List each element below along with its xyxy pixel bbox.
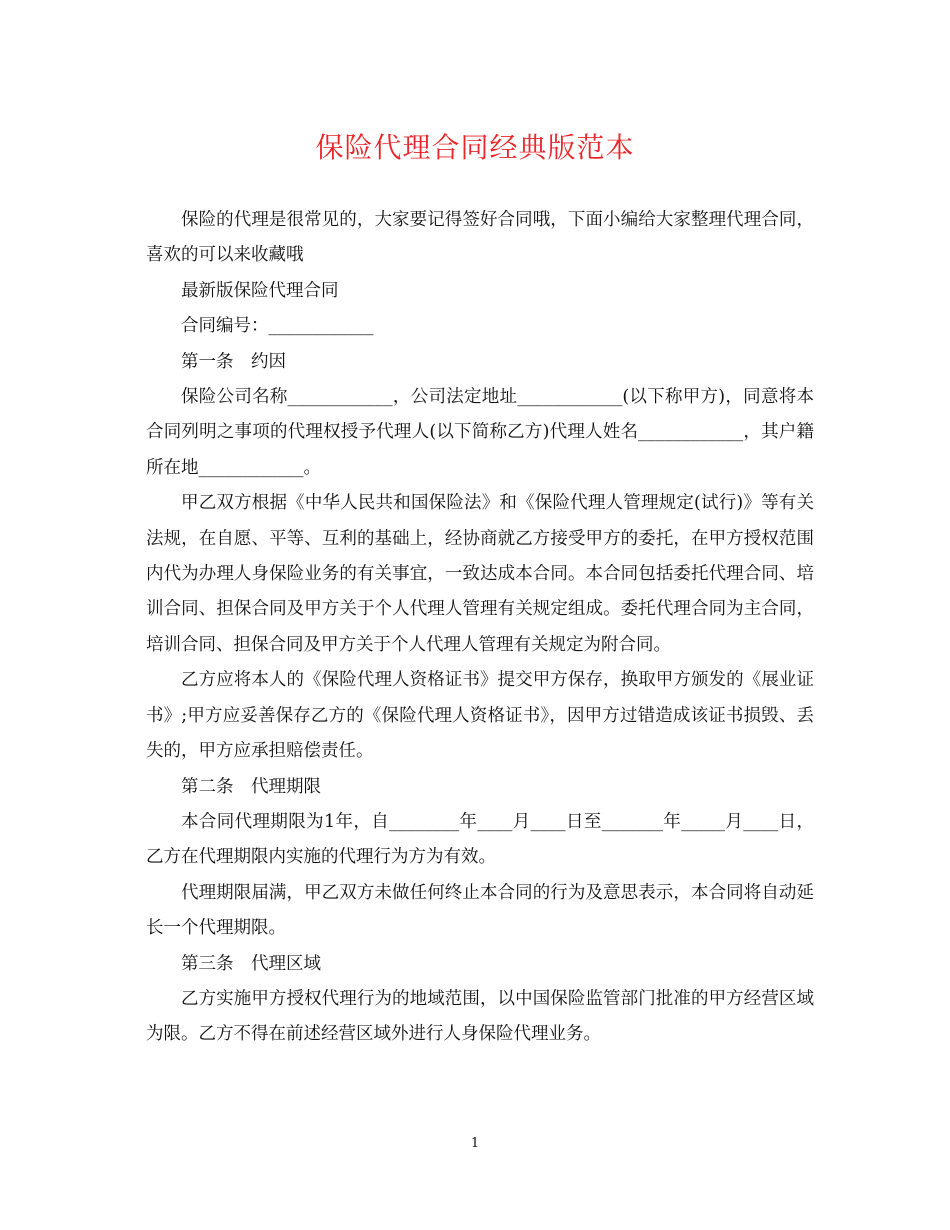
article-2-heading: 第二条 代理期限 [181,776,321,797]
page-number: 1 [470,1136,480,1151]
intro-paragraph: 保险的代理是很常见的，大家要记得签好合同哦，下面小编给大家整理代理合同，喜欢的可以来收藏哦 [146,210,814,266]
contract-number-line: 合同编号：____________ [181,316,374,337]
article-1-basis-paragraph: 甲乙双方根据《中华人民共和国保险法》和《保险代理人管理规定(试行)》等有关法规，在自愿、平等、互利的基础上，经协商就乙方接受甲方的委托，在甲方授权范围内代为办理人身保险业务的有关事宜，一致达成本合同。本合同包括委托代理合同、培训合同、担保合同及甲方关于个人代理人管理有关规定组成。委托代理合同为主合同，培训合同、担保合同及甲方关于个人代理人管理有关规定为附合同。 [146,493,814,655]
article-3-region-paragraph: 乙方实施甲方授权代理行为的地域范围，以中国保险监管部门批准的甲方经营区域为限。乙方不得在前述经营区域外进行人身保险代理业务。 [146,988,814,1045]
article-1-heading: 第一条 约因 [181,351,286,372]
article-1-parties-paragraph: 保险公司名称____________，公司法定地址____________(以下称甲方)，同意将本合同列明之事项的代理权授予代理人(以下简称乙方)代理人姓名____________，其户籍所在地____________。 [146,387,814,478]
document-title: 保险代理合同经典版范本 [315,131,635,164]
contract-heading: 最新版保险代理合同 [181,280,339,301]
article-2-term-paragraph: 本合同代理期限为1年，自________年____月____日至_______年_____月____日，乙方在代理期限内实施的代理行为方为有效。 [146,811,814,868]
document-body [146,203,814,1053]
article-1-certificate-paragraph: 乙方应将本人的《保险代理人资格证书》提交甲方保存，换取甲方颁发的《展业证书》;甲方应妥善保存乙方的《保险代理人资格证书》，因甲方过错造成该证书损毁、丢失的，甲方应承担赔偿责任。 [146,670,814,762]
article-2-renewal-paragraph: 代理期限届满，甲乙双方未做任何终止本合同的行为及意思表示，本合同将自动延长一个代理期限。 [146,882,814,939]
article-3-heading: 第三条 代理区域 [181,953,321,974]
